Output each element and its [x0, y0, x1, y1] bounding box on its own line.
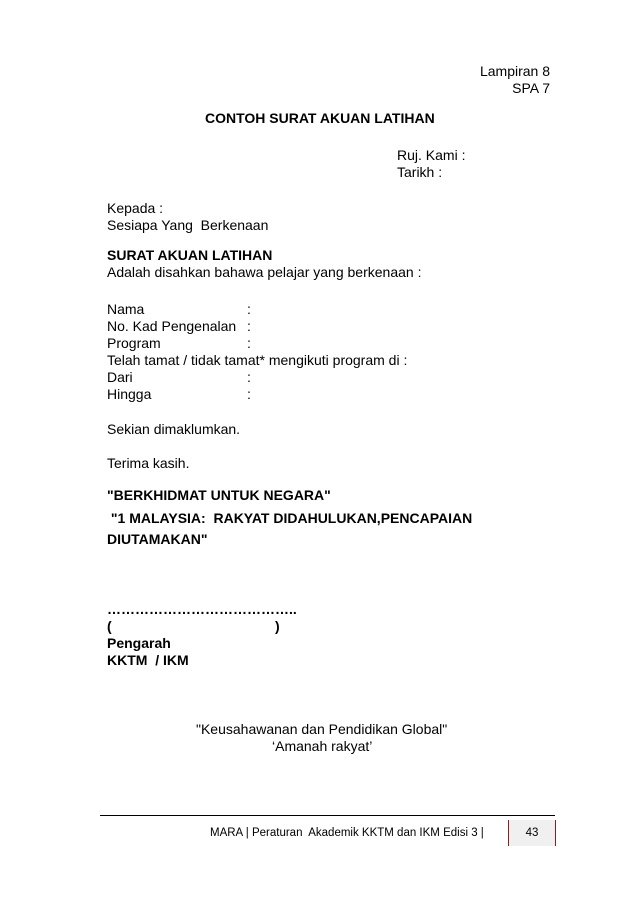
- field-until-colon: :: [247, 386, 251, 402]
- field-ic-label: No. Kad Pengenalan: [107, 318, 237, 334]
- signatory-organization: KKTM / IKM: [107, 652, 189, 668]
- intro-text: Adalah disahkan bahawa pelajar yang berkenaan :: [107, 264, 422, 280]
- spa-label: SPA 7: [512, 80, 550, 96]
- field-program-label: Program: [107, 335, 161, 351]
- page-number: 43: [508, 820, 556, 846]
- appendix-label: Lampiran 8: [479, 63, 550, 79]
- recipient-name: Sesiapa Yang Berkenaan: [107, 217, 269, 233]
- field-until-label: Hingga: [107, 386, 152, 402]
- signature-dots: …………………………………..: [107, 601, 297, 617]
- field-name-label: Nama: [107, 301, 145, 317]
- field-program-colon: :: [247, 335, 251, 351]
- motto-line-3: DIUTAMAKAN": [107, 531, 208, 547]
- completion-text: Telah tamat / tidak tamat* mengikuti program di :: [107, 352, 408, 368]
- signature-name-bracket: ( ): [107, 618, 280, 634]
- footer-divider: [100, 815, 555, 816]
- signatory-title: Pengarah: [107, 635, 171, 651]
- motto-line-1: "BERKHIDMAT UNTUK NEGARA": [107, 487, 331, 503]
- field-from-label: Dari: [107, 369, 133, 385]
- field-from-colon: :: [247, 369, 251, 385]
- reference-label: Ruj. Kami :: [397, 147, 466, 163]
- field-ic-colon: :: [247, 318, 251, 334]
- closing-text: Sekian dimaklumkan.: [107, 421, 241, 437]
- tagline-line-2: ‘Amanah rakyat’: [272, 738, 373, 754]
- footer-text: MARA | Peraturan Akademik KKTM dan IKM Edisi 3 |: [210, 827, 484, 839]
- field-name-colon: :: [247, 301, 251, 317]
- date-label: Tarikh :: [397, 164, 443, 180]
- thanks-text: Terima kasih.: [107, 455, 190, 471]
- motto-line-2: "1 MALAYSIA: RAKYAT DIDAHULUKAN,PENCAPAIAN: [107, 510, 473, 526]
- letter-heading: SURAT AKUAN LATIHAN: [107, 247, 273, 263]
- tagline-line-1: "Keusahawanan dan Pendidikan Global": [196, 721, 448, 737]
- page-title: CONTOH SURAT AKUAN LATIHAN: [205, 110, 435, 126]
- recipient-label: Kepada :: [107, 200, 164, 216]
